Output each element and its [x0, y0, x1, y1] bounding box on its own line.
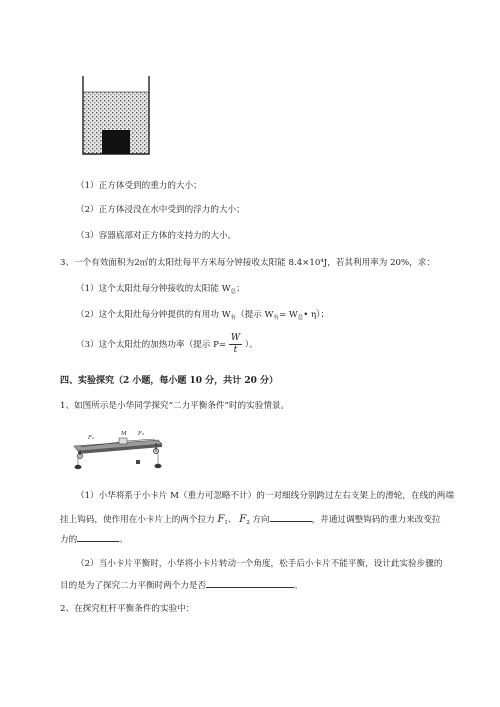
q3-item-1: （1）这个太阳灶每分钟接收的太阳能 $W_总$；	[76, 284, 245, 295]
answer-blank-magnitude[interactable]	[77, 532, 119, 542]
label-f2: F₂	[138, 431, 145, 437]
s4-q1-p2-line2: 目的是为了探究二力平衡时两个力是否 。	[60, 578, 303, 592]
q3-item-2: （2）这个太阳灶每分钟提供的有用功 $W_有$（提示 $W_有=$ $W_总•$ η）；	[76, 310, 330, 321]
label-m: M	[121, 431, 127, 437]
balance-apparatus-figure	[68, 420, 168, 472]
power-fraction: $\frac{W}{t}$	[230, 333, 241, 355]
q2-item-3: （3）容器底部对正方体的支持力的大小。	[76, 231, 237, 241]
answer-blank-same-line[interactable]	[206, 578, 294, 588]
q3-stem: 3、一个有效面积为2㎡的太阳灶每平方米每分钟接收太阳能 8.4×10⁴J，若其利用率为 20%，求：	[60, 258, 435, 268]
q3-item-3: （3）这个太阳灶的加热功率（提示 P= $\frac{W}{t}$ ）。	[76, 333, 258, 355]
answer-blank-direction[interactable]	[270, 512, 312, 522]
cube-block	[102, 130, 130, 154]
container-cube-figure	[80, 76, 152, 156]
label-f1: F₁	[88, 435, 95, 441]
s4-q1-p1-line3: 力的 。	[60, 532, 128, 546]
s4-q1-p2-line1: （2）当小卡片平衡时，小华将小卡片转动一个角度，松手后小卡片不能平衡，设计此实验步骤的	[76, 559, 443, 569]
section-heading: 四、实验探究（2 小题，每小题 10 分，共计 20 分）	[60, 376, 278, 386]
s4-q2-stem: 2、在探究杠杆平衡条件的实验中：	[60, 604, 195, 614]
s4-q1-p1-line2: 挂上钩码，使作用在小卡片上的两个拉力 $F_1$、 $F_2$ 方向 ，并通过调整钩码的重力来改变拉	[60, 514, 441, 526]
q2-item-2: （2）正方体浸没在水中受到的浮力的大小；	[76, 205, 245, 215]
q2-item-1: （1）正方体受到的重力的大小；	[76, 181, 202, 191]
s4-q1-stem: 1、如图所示是小华同学探究“二力平衡条件”时的实验情景。	[60, 401, 290, 411]
s4-q1-p1-line1: （1）小华将系于小卡片 M（重力可忽略不计）的一对细线分别跨过左右支架上的滑轮，在线的两端	[76, 491, 454, 501]
